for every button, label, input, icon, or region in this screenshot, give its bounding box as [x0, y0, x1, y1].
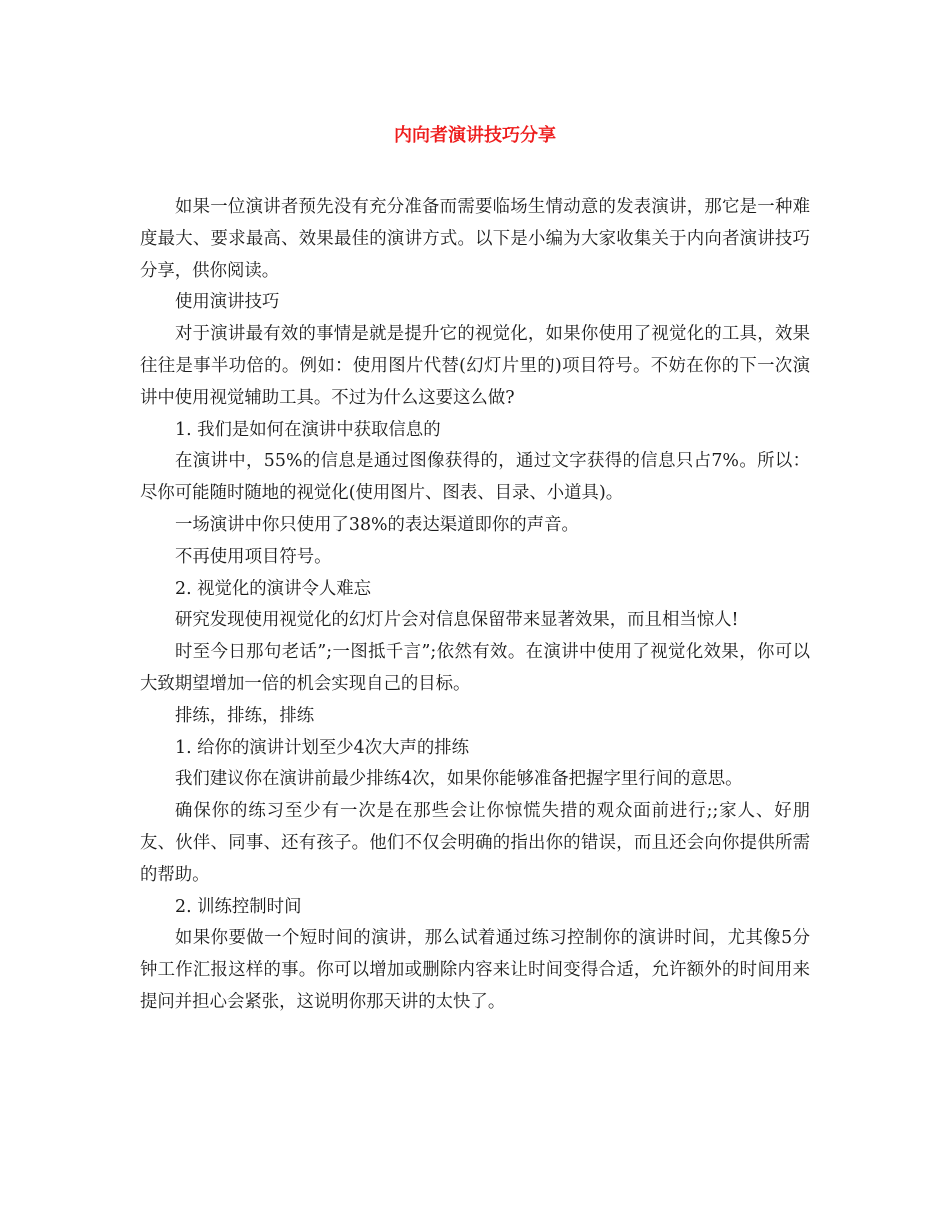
section-heading-rehearse: 排练，排练，排练 — [175, 705, 315, 726]
document-title: 内向者演讲技巧分享 — [394, 125, 556, 146]
paragraph-short-speech: 如果你要做一个短时间的演讲，那么试着通过练习控制你的演讲时间，尤其像5分钟工作汇报这样的事。你可以增加或删除内容来让时间变得合适，允许额外的时间用来提问并担心会紧张，这说明你那天讲的太快了。 — [140, 928, 810, 1012]
subheading-how-info-obtained: 1. 我们是如何在演讲中获取信息的 — [175, 419, 441, 440]
paragraph-audience-practice: 确保你的练习至少有一次是在那些会让你惊慌失措的观众面前进行;;家人、好朋友、伙伴、同事、还有孩子。他们不仅会明确的指出你的错误，而且还会向你提供所需的帮助。 — [140, 801, 810, 885]
subheading-time-control: 2. 训练控制时间 — [175, 896, 302, 917]
paragraph-voice-percent: 一场演讲中你只使用了38%的表达渠道即你的声音。 — [175, 514, 579, 535]
paragraph-rehearse-advice: 我们建议你在演讲前最少排练4次，如果你能够准备把握字里行间的意思。 — [175, 769, 743, 790]
paragraph-research: 研究发现使用视觉化的幻灯片会对信息保留带来显著效果，而且相当惊人! — [175, 610, 739, 631]
document-body — [140, 192, 810, 1019]
paragraph-no-bullets: 不再使用项目符号。 — [175, 546, 332, 567]
section-heading-use-skills: 使用演讲技巧 — [175, 292, 280, 313]
paragraph-intro: 如果一位演讲者预先没有充分准备而需要临场生情动意的发表演讲，那它是一种难度最大、要求最高、效果最佳的演讲方式。以下是小编为大家收集关于内向者演讲技巧分享，供你阅读。 — [140, 197, 810, 281]
paragraph-visualization: 对于演讲最有效的事情是就是提升它的视觉化，如果你使用了视觉化的工具，效果往往是事半功倍的。例如：使用图片代替(幻灯片里的)项目符号。不妨在你的下一次演讲中使用视觉辅助工具。不过为什么这要这么做? — [140, 324, 810, 408]
paragraph-info-percent: 在演讲中，55%的信息是通过图像获得的，通过文字获得的信息只占7%。所以：尽你可能随时随地的视觉化(使用图片、图表、目录、小道具)。 — [140, 451, 810, 504]
subheading-memorable: 2. 视觉化的演讲令人难忘 — [175, 578, 372, 599]
paragraph-old-saying: 时至今日那句老话”;一图抵千言”;依然有效。在演讲中使用了视觉化效果，你可以大致期望增加一倍的机会实现自己的目标。 — [140, 642, 810, 694]
subheading-four-rehearsals: 1. 给你的演讲计划至少4次大声的排练 — [175, 737, 470, 758]
